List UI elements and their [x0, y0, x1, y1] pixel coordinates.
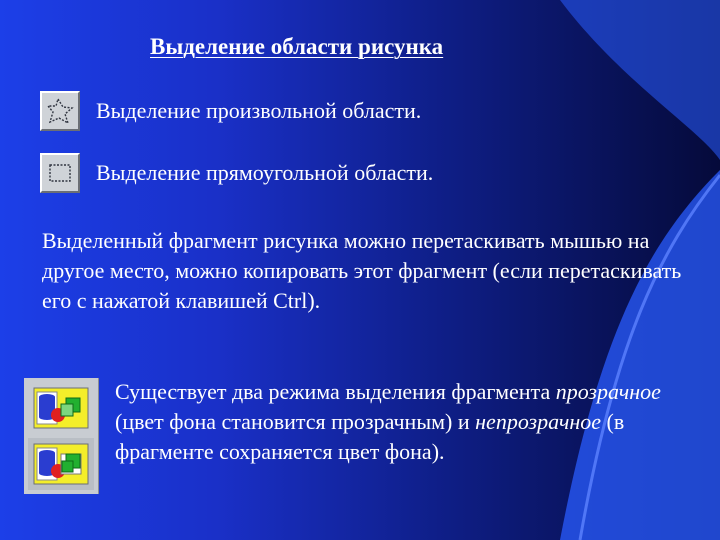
free-select-button[interactable]	[40, 91, 80, 131]
rect-select-button[interactable]	[40, 153, 80, 193]
transparent-mode-button[interactable]	[28, 382, 94, 434]
rect-select-icon	[45, 158, 75, 188]
transparent-mode-icon	[28, 382, 94, 434]
selection-mode-panel	[24, 378, 99, 494]
transparent-desc: (цвет фона становится прозрачным)	[115, 409, 453, 434]
selection-modes-text	[115, 377, 705, 467]
free-select-icon	[45, 96, 75, 126]
opaque-term: непрозрачное	[475, 409, 601, 434]
slide-title: Выделение области рисунка	[150, 34, 444, 59]
tool-row-free-select	[40, 91, 421, 131]
opaque-mode-button[interactable]	[28, 438, 94, 490]
opaque-mode-icon	[28, 438, 94, 490]
modes-conjunction: и	[452, 409, 476, 434]
transparent-term: прозрачное	[555, 379, 661, 404]
modes-intro: Существует два режима выделения фрагмента	[115, 379, 551, 404]
free-select-label: Выделение произвольной области.	[96, 98, 422, 123]
opaque-desc: (в фрагменте сохраняется цвет фона).	[115, 409, 625, 464]
tool-row-rect-select	[40, 153, 433, 193]
rect-select-label: Выделение прямоугольной области.	[96, 160, 434, 185]
drag-copy-paragraph: Выделенный фрагмент рисунка можно перетаскивать мышью на другое место, можно копировать этот фрагмент (если перетаскивать его с нажатой клавишей Ctrl).	[42, 228, 682, 313]
